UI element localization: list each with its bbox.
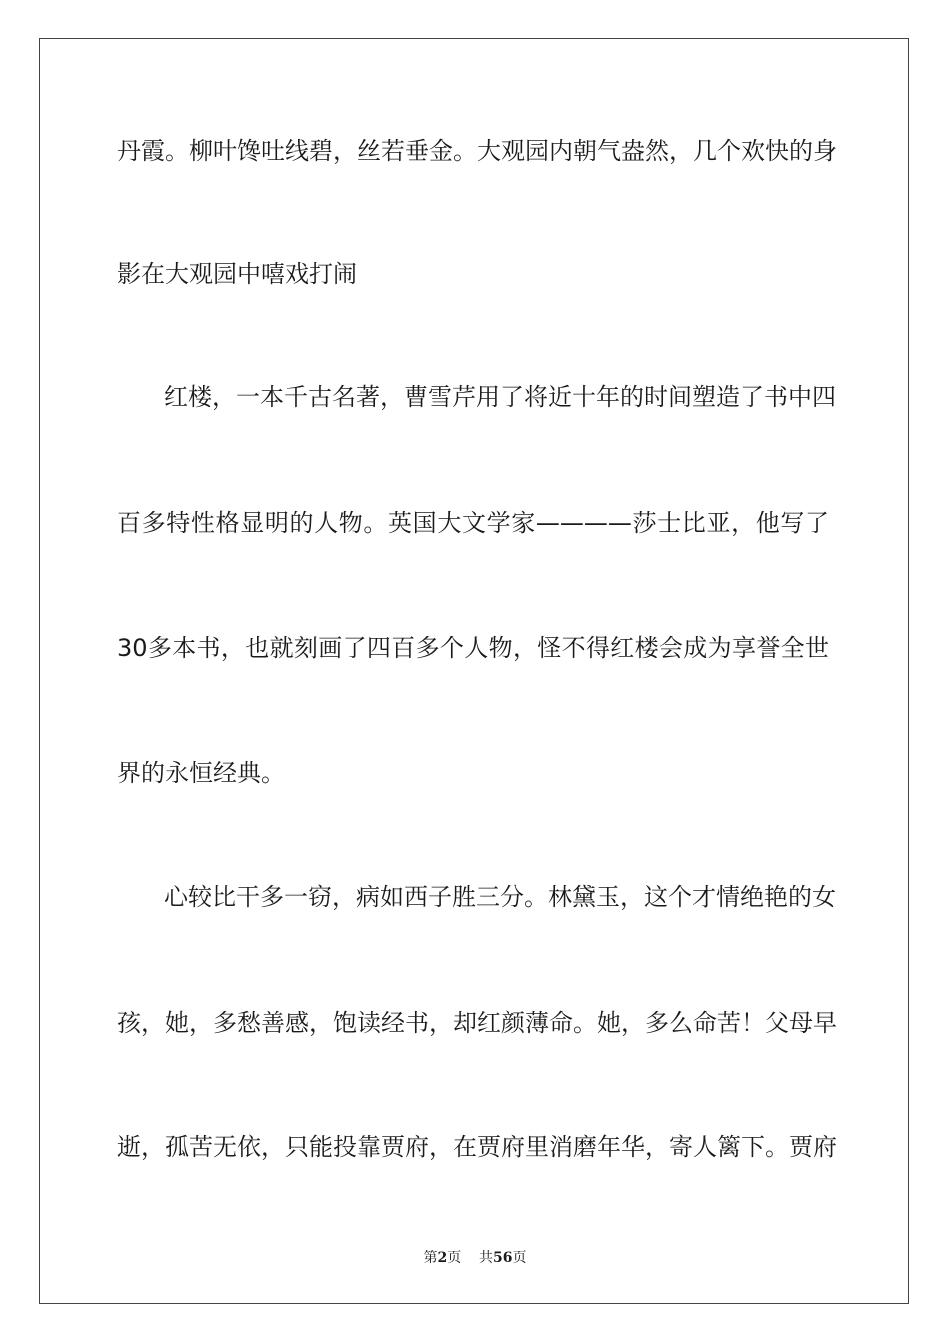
body-line-2: 影在大观园中嘻戏打闹: [117, 260, 357, 288]
total-suffix: 页: [512, 1250, 527, 1266]
body-line-7: 心较比干多一窃，病如西子胜三分。林黛玉，这个才情绝艳的女: [164, 883, 836, 911]
total-pages: 56: [493, 1250, 513, 1266]
page-footer: [0, 1247, 950, 1267]
body-line-4: 百多特性格显明的人物。英国大文学家————莎士比亚，他写了: [117, 509, 829, 537]
body-line-8: 孩，她，多愁善感，饱读经书，却红颜薄命。她，多么命苦！父母早: [117, 1009, 837, 1037]
body-line-1: 丹霞。柳叶馋吐线碧，丝若垂金。大观园内朝气盎然，几个欢快的身: [117, 137, 837, 165]
total-prefix: 共: [479, 1250, 494, 1266]
page-prefix: 第: [423, 1250, 438, 1266]
body-line-3: 红楼，一本千古名著，曹雪芹用了将近十年的时间塑造了书中四: [164, 383, 836, 411]
page-border: [39, 38, 909, 1304]
body-line-9: 逝，孤苦无依，只能投靠贾府，在贾府里消磨年华，寄人篱下。贾府: [117, 1133, 837, 1161]
body-line-5: 30多本书，也就刻画了四百多个人物，怪不得红楼会成为享誉全世: [117, 634, 829, 662]
page-suffix: 页: [447, 1250, 462, 1266]
page-number: 2: [437, 1250, 448, 1266]
body-line-6: 界的永恒经典。: [117, 759, 285, 787]
